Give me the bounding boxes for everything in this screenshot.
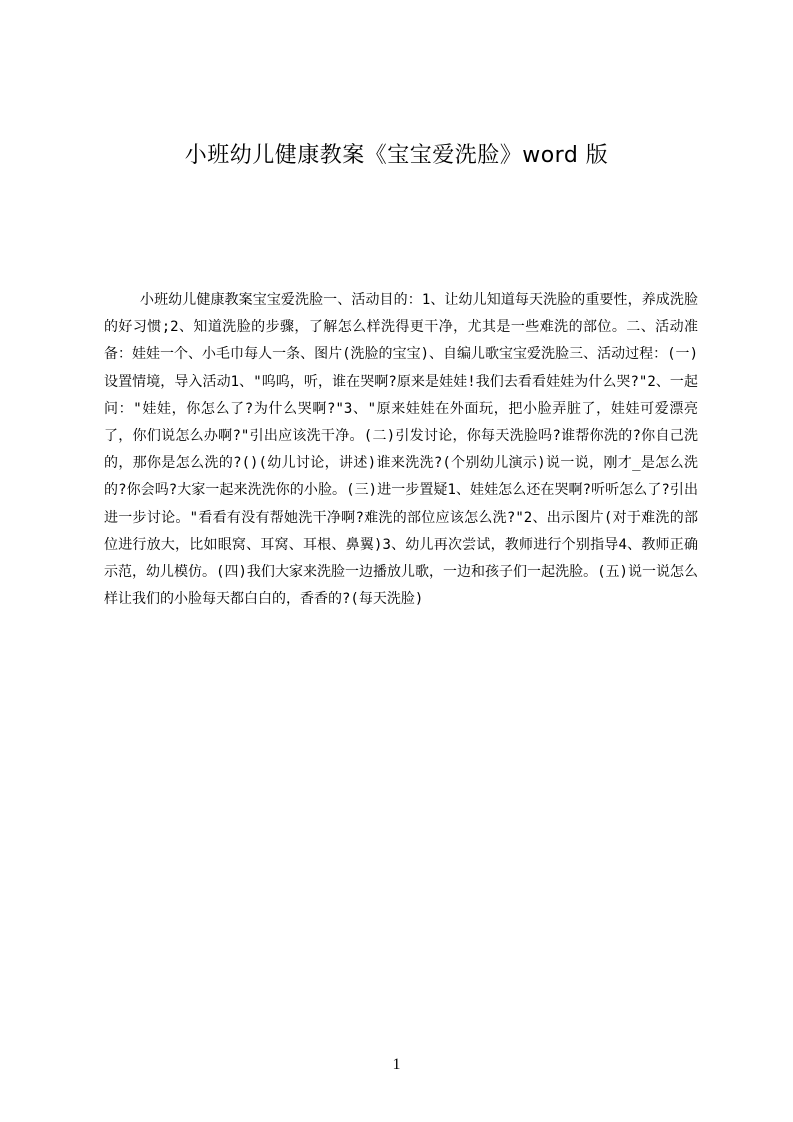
page-number: 1 <box>392 1056 401 1073</box>
document-title: 小班幼儿健康教案《宝宝爱洗脸》word 版 <box>184 143 609 168</box>
document-body-paragraph: 小班幼儿健康教案宝宝爱洗脸一、活动目的：1、让幼儿知道每天洗脸的重要性，养成洗脸的好习惯;2、知道洗脸的步骤，了解怎么样洗得更干净，尤其是一些难洗的部位。二、活动准备：娃娃一个、小毛巾每人一条、图片(洗脸的宝宝)、自编儿歌宝宝爱洗脸三、活动过程：(一)设置情境，导入活动1、"呜呜，听，谁在哭啊?原来是娃娃!我们去看看娃娃为什么哭?"2、一起问："娃娃，你怎么了?为什么哭啊?"3、"原来娃娃在外面玩，把小脸弄脏了，娃娃可爱漂亮了，你们说怎么办啊?"引出应该洗干净。(二)引发讨论，你每天洗脸吗?谁帮你洗的?你自己洗的，那你是怎么洗的?()(幼儿讨论，讲述)谁来洗洗?(个别幼儿演示)说一说，刚才_是怎么洗的?你会吗?大家一起来洗洗你的小脸。(三)进一步置疑1、娃娃怎么还在哭啊?听听怎么了?引出进一步讨论。"看看有没有帮她洗干净啊?难洗的部位应该怎么洗?"2、出示图片(对于难洗的部位进行放大，比如眼窝、耳窝、耳根、鼻翼)3、幼儿再次尝试，教师进行个别指导4、教师正确示范，幼儿模仿。(四)我们大家来洗脸一边播放儿歌，一边和孩子们一起洗脸。(五)说一说怎么样让我们的小脸每天都白白的，香香的?(每天洗脸) <box>104 292 698 608</box>
